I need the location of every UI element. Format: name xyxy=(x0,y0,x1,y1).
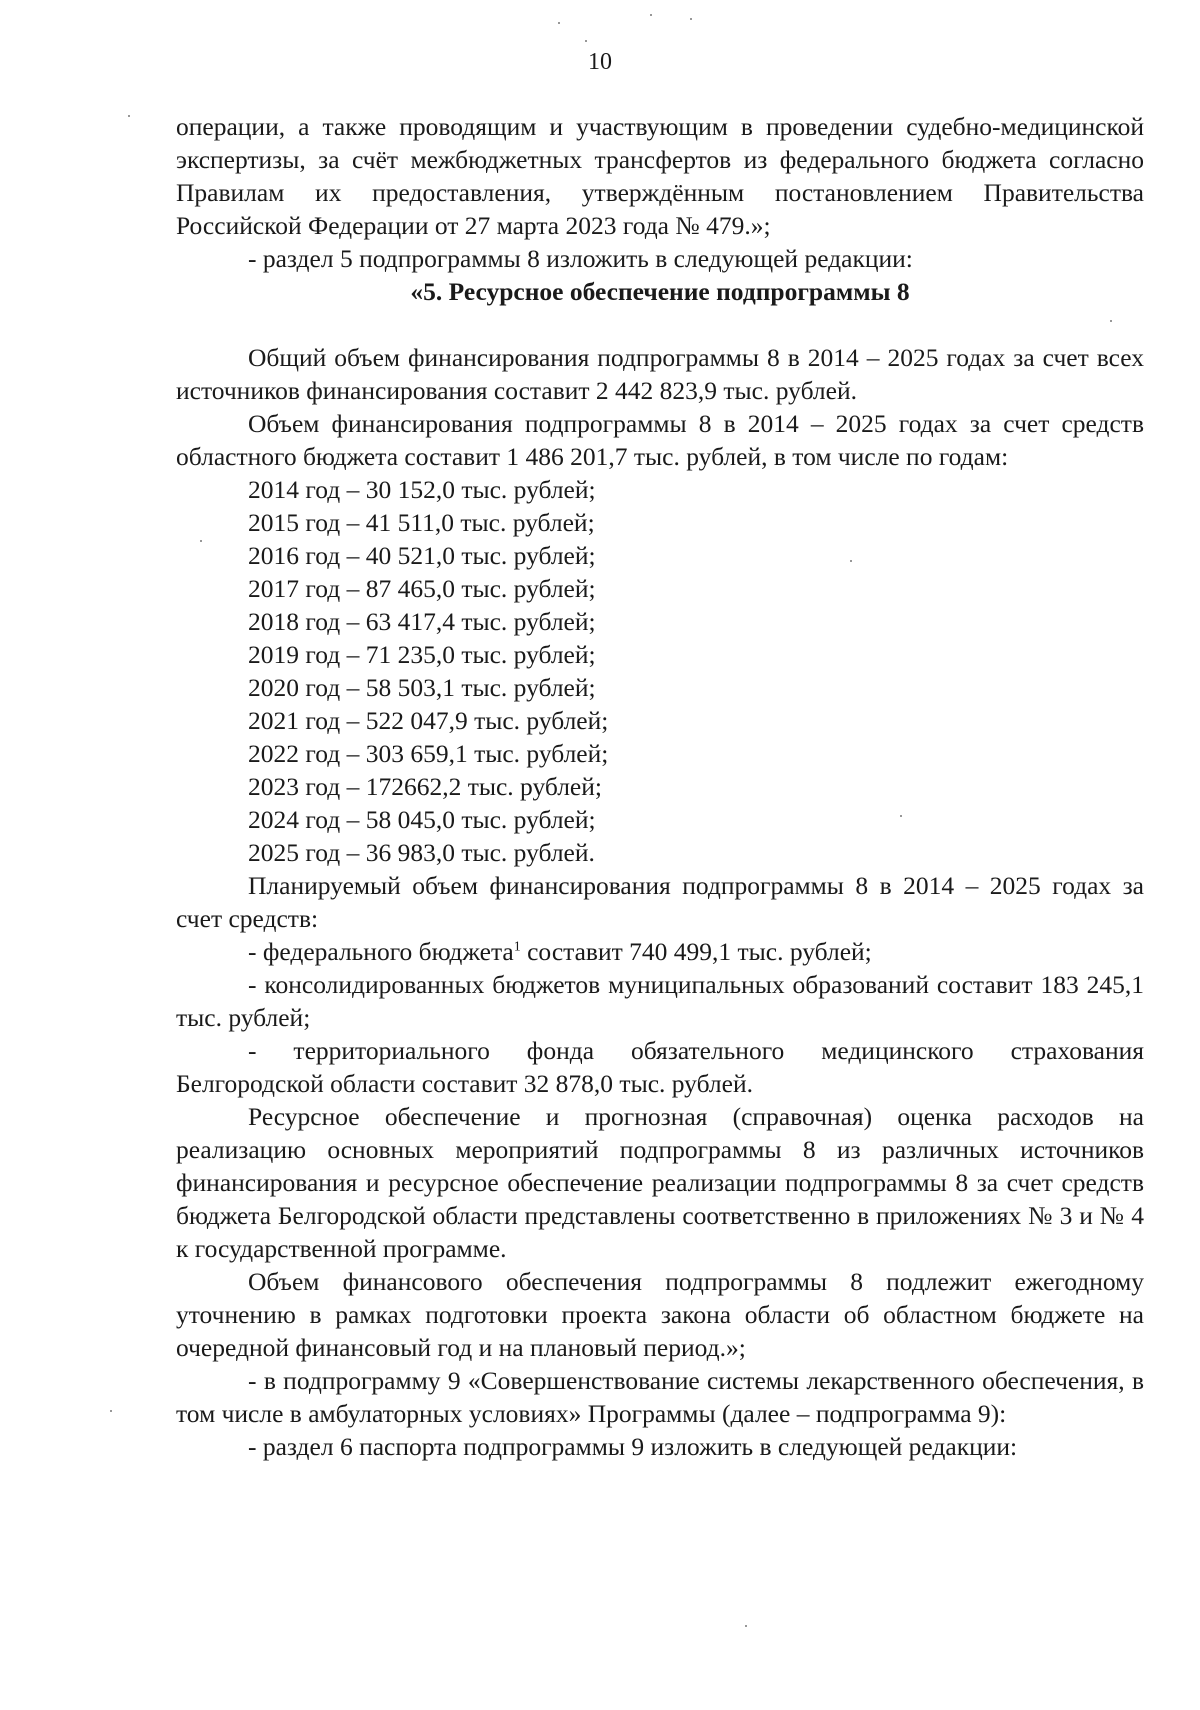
list-item-year: 2018 год – 63 417,4 тыс. рублей; xyxy=(248,607,596,636)
section-heading: «5. Ресурсное обеспечение подпрограммы 8 xyxy=(410,277,910,306)
spacer xyxy=(176,308,1144,341)
paragraph-subprogram-9: - в подпрограмму 9 «Совершенствование системы лекарственного обеспечения, в том числе в амбулаторных условиях» Программы (далее – подпрограмма 9): xyxy=(176,1366,1144,1428)
list-item-year: 2023 год – 172662,2 тыс. рублей; xyxy=(248,772,602,801)
paragraph-section-6-instruction: - раздел 6 паспорта подпрограммы 9 изложить в следующей редакции: xyxy=(248,1432,1018,1461)
list-item-year: 2015 год – 41 511,0 тыс. рублей; xyxy=(248,508,595,537)
paragraph-municipal-budgets: - консолидированных бюджетов муниципальных образований составит 183 245,1 тыс. рублей; xyxy=(176,970,1144,1032)
list-item-year: 2022 год – 303 659,1 тыс. рублей; xyxy=(248,739,609,768)
scan-speck xyxy=(745,1625,747,1627)
list-item-year: 2016 год – 40 521,0 тыс. рублей; xyxy=(248,541,596,570)
paragraph-annual-adjustment: Объем финансового обеспечения подпрограммы 8 подлежит ежегодному уточнению в рамках подготовки проекта закона области об областном бюджете на очередной финансовый год и на плановый период.»; xyxy=(176,1267,1144,1362)
paragraph-resource-provision: Ресурсное обеспечение и прогнозная (справочная) оценка расходов на реализацию основных мероприятий подпрограммы 8 из различных источников финансирования и ресурсное обеспечение реализации подпрограммы 8 за счет средств бюджета Белгородской области представлены соответственно в приложениях № 3 и № 4 к государственной программе. xyxy=(176,1102,1144,1263)
scan-speck xyxy=(558,22,560,24)
funding-by-year-list xyxy=(176,473,1144,869)
federal-budget-label: - федерального бюджета xyxy=(248,937,514,966)
list-item-year: 2020 год – 58 503,1 тыс. рублей; xyxy=(248,673,596,702)
scan-speck xyxy=(110,1410,112,1412)
paragraph-planned-funding: Планируемый объем финансирования подпрограммы 8 в 2014 – 2025 годах за счет средств: xyxy=(176,871,1144,933)
list-item-year: 2019 год – 71 235,0 тыс. рублей; xyxy=(248,640,596,669)
list-item-year: 2025 год – 36 983,0 тыс. рублей. xyxy=(248,838,595,867)
paragraph-regional-funding: Объем финансирования подпрограммы 8 в 2014 – 2025 годах за счет средств областного бюджета составит 1 486 201,7 тыс. рублей, в том числе по годам: xyxy=(176,409,1144,471)
footnote-marker: 1 xyxy=(513,939,521,955)
page-number: 10 xyxy=(588,49,612,75)
paragraph-insurance-fund: - территориального фонда обязательного медицинского страхования Белгородской области составит 32 878,0 тыс. рублей. xyxy=(176,1036,1144,1098)
paragraph-intro: операции, а также проводящим и участвующим в проведении судебно-медицинской экспертизы, за счёт межбюджетных трансфертов из федерального бюджета согласно Правилам их предоставления, утверждённым постановлением Правительства Российской Федерации от 27 марта 2023 года № 479.»; xyxy=(176,112,1144,240)
scan-speck xyxy=(690,18,692,20)
federal-budget-amount: составит 740 499,1 тыс. рублей; xyxy=(520,937,872,966)
scan-speck xyxy=(128,115,130,117)
scan-speck xyxy=(585,40,587,42)
document-body xyxy=(176,110,1144,1463)
paragraph-federal-budget xyxy=(176,935,1144,968)
list-item-year: 2024 год – 58 045,0 тыс. рублей; xyxy=(248,805,596,834)
list-item-year: 2014 год – 30 152,0 тыс. рублей; xyxy=(248,475,596,504)
list-item-year: 2017 год – 87 465,0 тыс. рублей; xyxy=(248,574,596,603)
list-item-year: 2021 год – 522 047,9 тыс. рублей; xyxy=(248,706,609,735)
scan-speck xyxy=(650,14,652,16)
paragraph-section-5-instruction: - раздел 5 подпрограммы 8 изложить в следующей редакции: xyxy=(248,244,913,273)
paragraph-total-funding: Общий объем финансирования подпрограммы 8 в 2014 – 2025 годах за счет всех источников финансирования составит 2 442 823,9 тыс. рублей. xyxy=(176,343,1144,405)
